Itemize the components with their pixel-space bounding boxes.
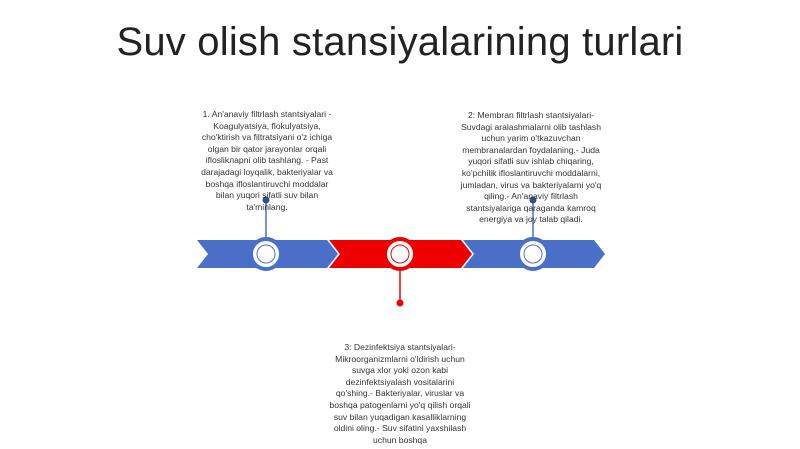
timeline-marker-1-inner [257,245,275,263]
slide-title: Suv olish stansiyalarining turlari [116,20,684,64]
timeline-note-1: 1. An'anaviy filtrlash stantsiyalari - Koagulyatsiya, flokulyatsiya, cho'ktirish va filtratsiyani o'z ichiga olgan bir qator jarayonlar orqali ifloslikларni olib tashlang. - Past darajadagi loyqalik, bakteriyalar va boshqa ifloslantiruvchi moddalar bilan yuqori sifatli suv bilan ta'minlang. [201,109,333,212]
timeline-note-3: 3: Dezinfektsiya stantsiyalari- Mikroorganizmlarni o'ldirish uchun suvga xlor yoki ozon kabi dezinfektsiyalash vositalarini qo'shing.- Bakteriyalar, viruslar va boshqa patogenlarni yo'q qilish orqali suv bilan yuqadigan kasalliklarning oldini oling.- Suv sifatini yaxshilash uchun boshqa [329,342,471,445]
connector-dot-2 [397,300,404,307]
timeline-marker-2-inner [391,245,409,263]
timeline-note-2: 2: Membran filtrlash stantsiyalari- Suvdagi aralashmalarni olib tashlash uchun yarim o'tkazuvchan membranalardan foydalaning.- Juda yuqori sifatli suv ishlab chiqaring, ko'pchilik ifloslantiruvchi moddalarni, jumladan, virus va bakteriyalarni yo'q qiling.- An'anaviy filtrlash stantsiyalariga qaraganda kamroq energiya va joy talab qiladi. [460,110,602,225]
timeline-marker-3-inner [524,245,542,263]
